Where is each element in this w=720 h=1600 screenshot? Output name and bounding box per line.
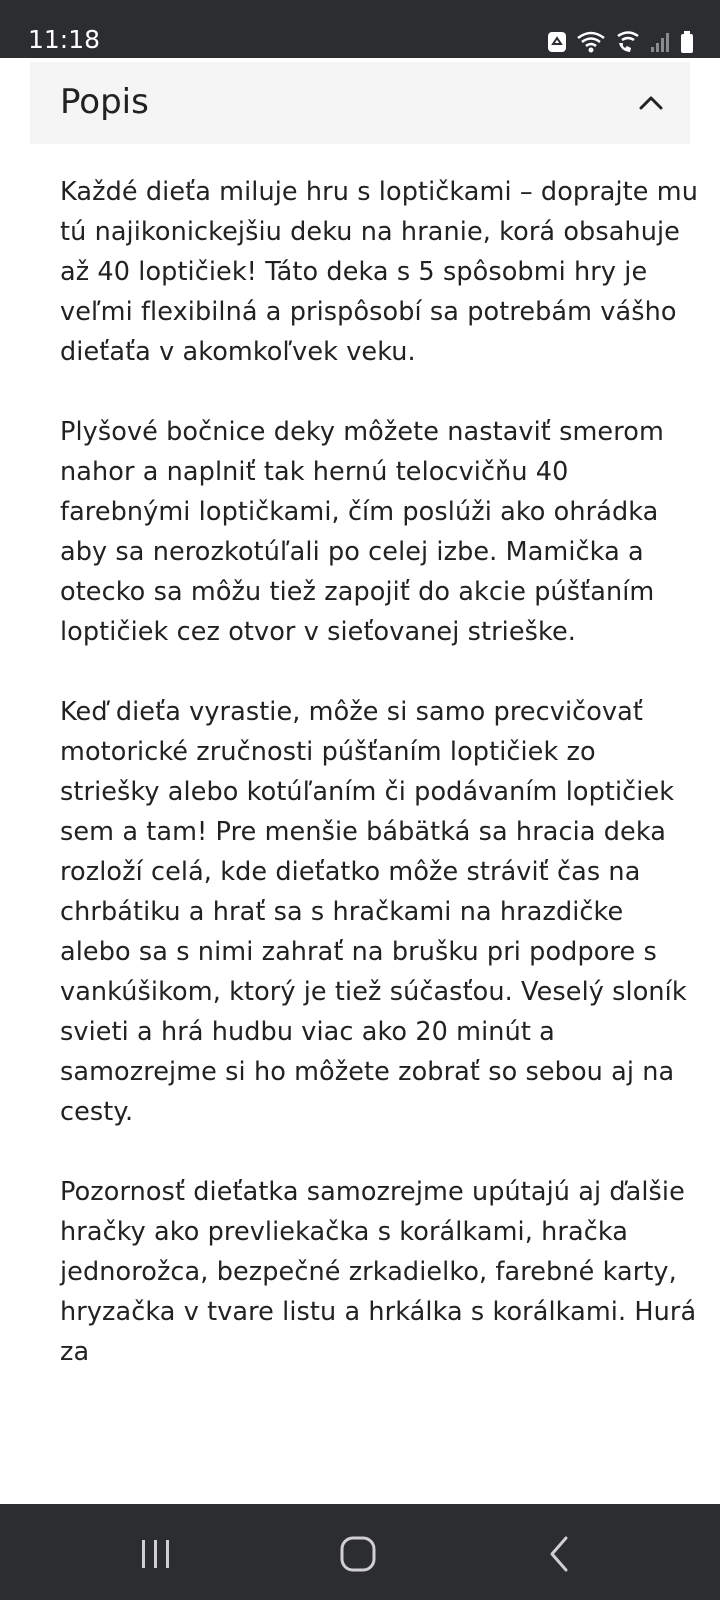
description-paragraph: Pozornosť dieťatka samozrejme upútajú aj ďalšie hračky ako prevliekačka s korálkami, hračka jednorožca, bezpečné zrkadielko, farebné karty, hryzačka v tvare listu a hrkálka s korálkami. Hurá za (60, 1177, 697, 1367)
status-icons (546, 28, 694, 56)
navigation-bar (0, 1504, 720, 1600)
description-content (60, 172, 700, 1412)
signal-icon (650, 30, 672, 54)
back-icon[interactable] (538, 1532, 582, 1576)
status-bar (0, 0, 720, 58)
chevron-up-icon[interactable] (636, 88, 666, 118)
section-title: Popis (60, 82, 149, 122)
status-time: 11:18 (28, 25, 101, 54)
battery-icon (680, 30, 694, 54)
home-icon[interactable] (336, 1532, 380, 1576)
recent-apps-icon[interactable] (134, 1532, 178, 1576)
recycle-icon (546, 30, 568, 54)
description-paragraph: Keď dieťa vyrastie, môže si samo precvičovať motorické zručnosti púšťaním loptičiek zo striešky alebo kotúľaním či podávaním loptičiek sem a tam! Pre menšie bábätká sa hracia deka rozloží celá, kde dieťatko môže stráviť čas na chrbátiku a hrať sa s hračkami na hrazdičke alebo sa s nimi zahrať na brušku pri podpore s vankúšikom, ktorý je tiež súčasťou. Veselý sloník svieti a hrá hudbu viac ako 20 minút a samozrejme si ho môžete zobrať so sebou aj na cesty. (60, 697, 687, 1127)
description-accordion-header[interactable] (30, 62, 690, 144)
description-paragraph: Každé dieťa miluje hru s loptičkami – doprajte mu tú najikonickejšiu deku na hranie, korá obsahuje až 40 loptičiek! Táto deka s 5 spôsobmi hry je veľmi flexibilná a prispôsobí sa potrebám vášho dieťaťa v akomkoľvek veku. (60, 177, 698, 367)
wifi-call-icon (614, 30, 642, 54)
description-paragraph: Plyšové bočnice deky môžete nastaviť smerom nahor a naplniť tak hernú telocvičňu 40 farebnými loptičkami, čím poslúži ako ohrádka aby sa nerozkotúľali po celej izbe. Mamička a otecko sa môžu tiež zapojiť do akcie púšťaním loptičiek cez otvor v sieťovanej strieške. (60, 417, 664, 647)
wifi-icon (576, 30, 606, 54)
